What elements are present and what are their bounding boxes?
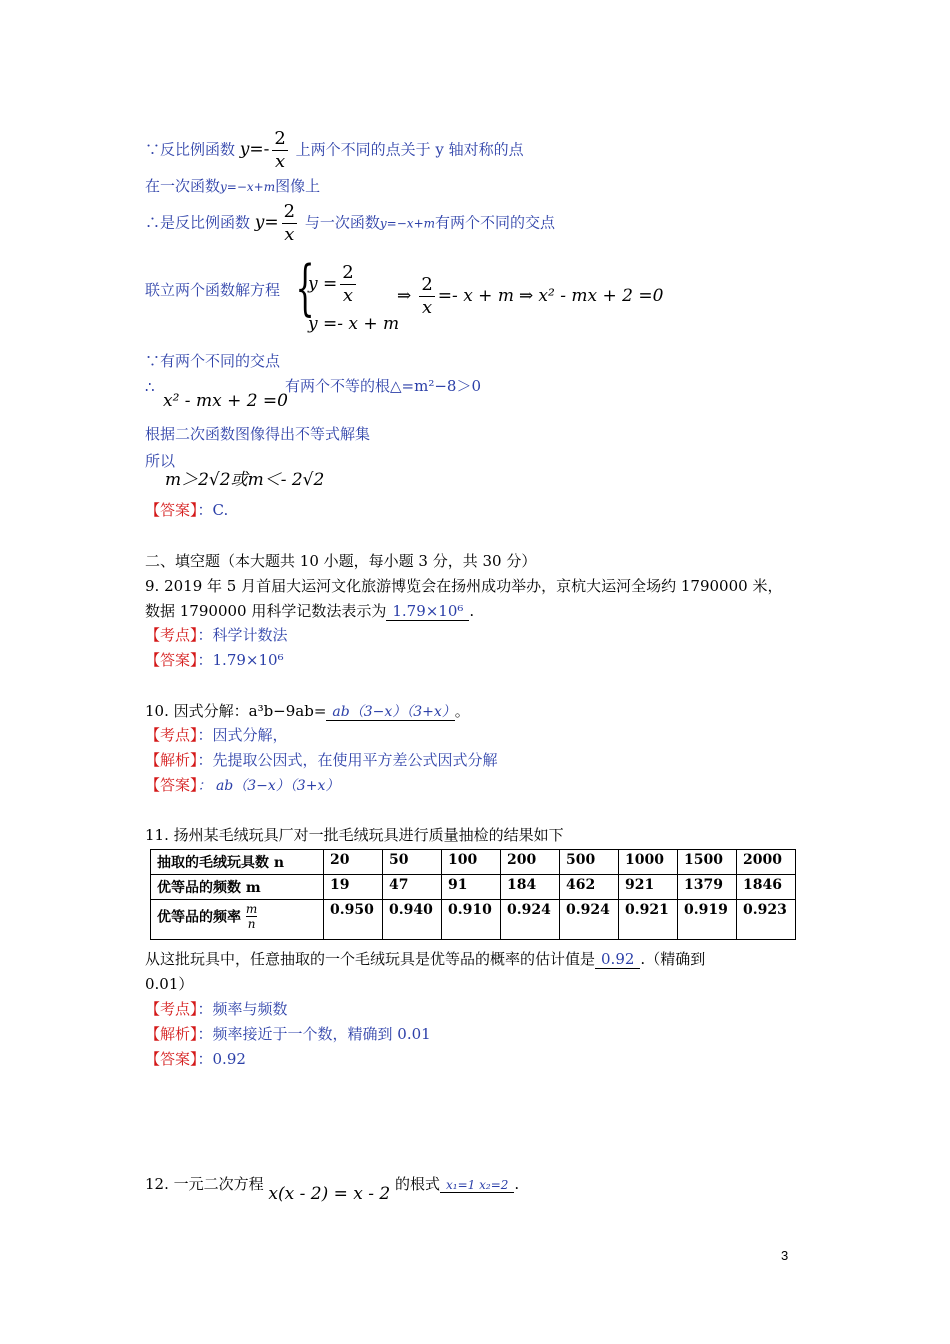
table-cell: 0.950 xyxy=(324,900,383,940)
math-func: y=−x+m xyxy=(220,180,276,194)
text: 有两个不同的交点 xyxy=(435,213,556,232)
fraction xyxy=(340,262,355,307)
question-11: 11. 扬州某毛绒玩具厂对一批毛绒玩具进行质量抽检的结果如下 xyxy=(145,826,564,844)
page-number: 3 xyxy=(781,1248,789,1263)
table-header-cell xyxy=(151,900,324,940)
math-eq: =- xyxy=(249,139,270,160)
answer-blank: 0.92 xyxy=(595,950,640,969)
table-header-cell: 抽取的毛绒玩具数 n xyxy=(151,850,324,875)
topic-value: ：因式分解， xyxy=(197,726,288,744)
math-func: y=−x+m xyxy=(379,216,435,231)
text: 上两个不同的点关于 y 轴对称的点 xyxy=(295,140,524,159)
text: 。 xyxy=(454,702,470,720)
text: ∴ xyxy=(145,378,155,396)
fraction xyxy=(282,201,297,246)
table-header-cell: 优等品的频数 m xyxy=(151,875,324,900)
math: x² - mx + 2 =0 xyxy=(538,286,664,306)
table-cell: 200 xyxy=(501,850,560,875)
analysis-label: 【解析】 xyxy=(145,1025,198,1043)
fraction-den: x xyxy=(275,151,286,172)
topic-label: 【考点】 xyxy=(145,626,198,644)
answer-label: 【答案】 xyxy=(145,1050,198,1068)
topic-value: ：科学计数法 xyxy=(197,626,288,644)
answer-value: ：C. xyxy=(197,501,229,519)
arrow: ⇒ xyxy=(519,286,534,306)
math: =- x + m xyxy=(437,286,514,306)
fraction-num: 2 xyxy=(274,128,286,149)
text: 联立两个函数解方程 xyxy=(145,281,281,299)
fraction-den: x xyxy=(342,285,354,306)
table-cell: 0.921 xyxy=(619,900,678,940)
solution-line-1 xyxy=(145,128,524,173)
section-heading: 二、填空题（本大题共 10 小题，每小题 3 分，共 30 分） xyxy=(145,552,537,570)
fraction xyxy=(246,902,257,931)
question-11-analysis xyxy=(145,1024,431,1044)
table-cell: 2000 xyxy=(737,850,796,875)
question-11-line-3: 0.01） xyxy=(145,975,194,993)
table-cell: 0.940 xyxy=(383,900,442,940)
table-cell: 1500 xyxy=(678,850,737,875)
table-cell: 500 xyxy=(560,850,619,875)
arrow: ⇒ xyxy=(397,286,412,306)
topic-value: ：频率与频数 xyxy=(197,1000,288,1018)
math-eq: = xyxy=(264,212,279,233)
text: . xyxy=(469,602,475,620)
solution-line-7: 根据二次函数图像得出不等式解集 xyxy=(145,425,371,443)
fraction-num: m xyxy=(245,902,258,916)
question-10-analysis xyxy=(145,750,498,770)
answer-blank: 1.79×10⁶ xyxy=(386,602,469,621)
text: 在一次函数 xyxy=(145,177,221,195)
derived-equations xyxy=(397,274,663,319)
answer-blank: ab（3−x）（3+x） xyxy=(326,704,454,721)
fraction xyxy=(419,274,434,319)
solution-line-3 xyxy=(145,201,555,246)
table-row xyxy=(151,900,796,940)
math: y = xyxy=(308,274,338,294)
answer-value: ： ab（3−x）（3+x） xyxy=(197,778,340,794)
question-9-topic xyxy=(145,625,288,645)
table-cell: 50 xyxy=(383,850,442,875)
question-11-topic xyxy=(145,999,288,1019)
math-equation: x(x - 2) = x - 2 xyxy=(268,1184,391,1204)
text: .（精确到 xyxy=(640,950,706,968)
table-cell: 0.924 xyxy=(501,900,560,940)
text: 图像上 xyxy=(275,177,321,195)
question-12 xyxy=(145,1174,520,1204)
table-cell: 20 xyxy=(324,850,383,875)
question-9-line-1: 9. 2019 年 5 月首届大运河文化旅游博览会在扬州成功举办，京杭大运河全场约 1790000 米， xyxy=(145,577,783,595)
answer-label: 【答案】 xyxy=(145,501,198,519)
solution-inequality: m＞2√2或m＜- 2√2 xyxy=(165,470,325,490)
fraction-num: 2 xyxy=(421,274,433,295)
text: 12. 一元二次方程 xyxy=(145,1175,264,1193)
text: 与一次函数 xyxy=(304,213,380,232)
solution-line-8: 所以 xyxy=(145,452,176,470)
solution-line-2 xyxy=(145,176,320,197)
table-row xyxy=(151,875,796,900)
topic-label: 【考点】 xyxy=(145,1000,198,1018)
table-cell: 0.923 xyxy=(737,900,796,940)
text: 从这批玩具中，任意抽取的一个毛绒玩具是优等品的概率的估计值是 xyxy=(145,950,596,968)
analysis-value: ：频率接近于一个数，精确到 0.01 xyxy=(197,1025,431,1043)
question-11-line-2 xyxy=(145,949,705,969)
system-equation-2: y =- x + m xyxy=(308,314,400,334)
table-cell: 1379 xyxy=(678,875,737,900)
fraction-den: x xyxy=(421,297,433,318)
quadratic-equation: x² - mx + 2 =0 xyxy=(163,391,288,411)
analysis-label: 【解析】 xyxy=(145,751,198,769)
question-10 xyxy=(145,701,470,722)
table-cell: 1000 xyxy=(619,850,678,875)
answer-label: 【答案】 xyxy=(145,651,198,669)
system-equation-1 xyxy=(308,262,359,307)
table-cell: 0.919 xyxy=(678,900,737,940)
table-cell: 921 xyxy=(619,875,678,900)
system-brace: { xyxy=(295,253,315,323)
fraction-den: x xyxy=(284,224,295,245)
answer-line xyxy=(145,500,228,520)
question-10-topic xyxy=(145,725,288,745)
answer-value: ：0.92 xyxy=(197,1050,246,1068)
answer-label: 【答案】 xyxy=(145,776,198,794)
question-10-answer xyxy=(145,775,339,796)
quality-table xyxy=(150,849,796,940)
fraction-num: 2 xyxy=(342,262,354,283)
table-cell: 462 xyxy=(560,875,619,900)
fraction xyxy=(272,128,287,173)
analysis-value: ：先提取公因式，在使用平方差公式因式分解 xyxy=(197,751,498,769)
text: ∴是反比例函数 xyxy=(145,213,251,232)
answer-value: ：1.79×10⁶ xyxy=(197,651,284,669)
table-cell: 0.924 xyxy=(560,900,619,940)
solution-line-5: ∵有两个不同的交点 xyxy=(145,352,281,370)
question-11-answer xyxy=(145,1049,246,1069)
topic-label: 【考点】 xyxy=(145,726,198,744)
table-cell: 47 xyxy=(383,875,442,900)
fraction-den: n xyxy=(247,917,256,931)
table-cell: 91 xyxy=(442,875,501,900)
text: 的根式 xyxy=(395,1175,441,1193)
table-cell: 100 xyxy=(442,850,501,875)
question-9-answer xyxy=(145,650,284,670)
text: 10. 因式分解：a³b−9ab= xyxy=(145,702,327,720)
table-cell: 184 xyxy=(501,875,560,900)
solution-line-6 xyxy=(145,377,155,397)
table-cell: 1846 xyxy=(737,875,796,900)
table-cell: 19 xyxy=(324,875,383,900)
solution-line-4-label xyxy=(145,280,280,300)
question-9-line-2 xyxy=(145,601,474,621)
text: 优等品的频率 xyxy=(157,909,241,926)
text: . xyxy=(514,1175,520,1193)
math-y: y xyxy=(239,139,250,160)
math-y: y xyxy=(254,212,265,233)
table-cell: 0.910 xyxy=(442,900,501,940)
text: ∵反比例函数 xyxy=(145,140,236,159)
text: 数据 1790000 用科学记数法表示为 xyxy=(145,602,387,620)
answer-blank: x₁=1 x₂=2 xyxy=(440,1178,514,1193)
table-row xyxy=(151,850,796,875)
discriminant-text: 有两个不等的根△=m²−8＞0 xyxy=(285,377,481,395)
fraction-num: 2 xyxy=(283,201,296,222)
